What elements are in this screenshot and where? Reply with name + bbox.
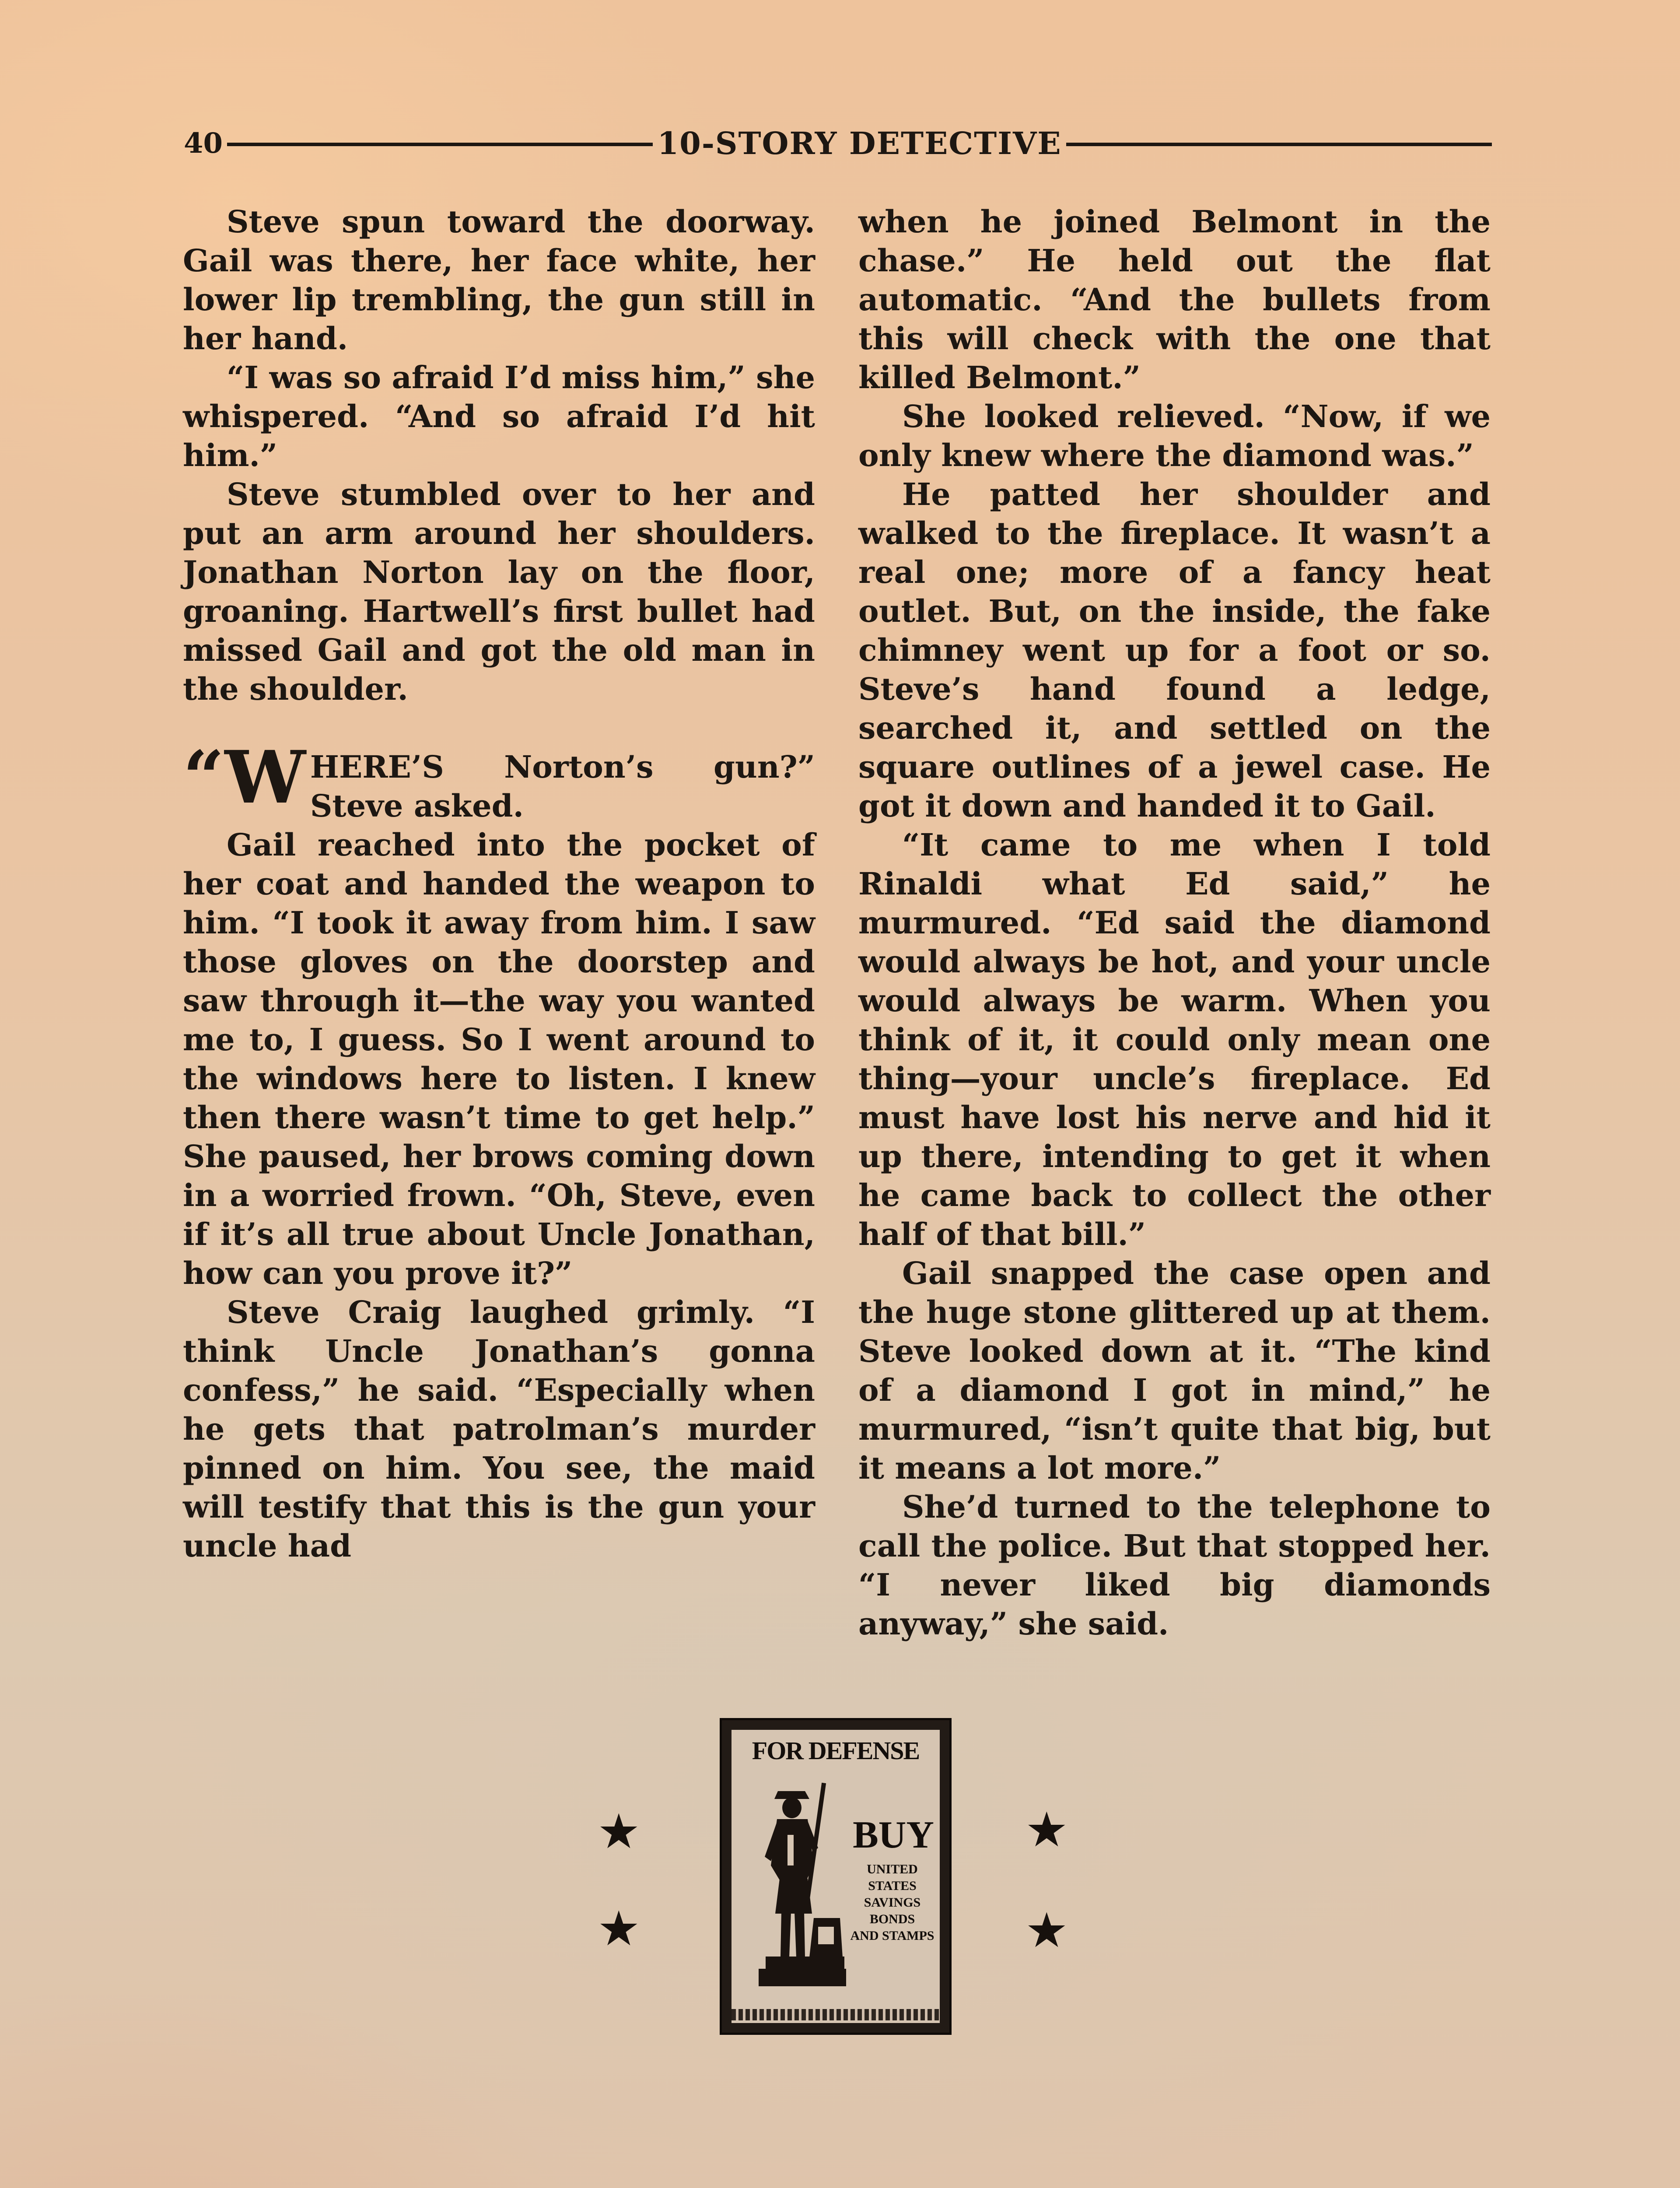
paragraph: He patted her shoulder and walked to the fireplace. It wasn’t a real one; more of a fancy heat outlet. But, on the inside, the fake chimney went up for a foot or so. Steve’s hand found a ledge, searched it, and settled on the square outlines of a jewel case. He got it down and handed it to Gail. xyxy=(858,476,1491,824)
running-title: 10-STORY DETECTIVE xyxy=(657,125,1062,161)
star-icon: ★ xyxy=(597,1803,640,1859)
dropcap-paragraph-text: HERE’S Norton’s gun?” Steve asked. xyxy=(310,749,815,824)
left-column xyxy=(183,202,815,1565)
paragraph: Gail snapped the case open and the huge stone glittered up at them. Steve looked down at it. “The kind of a diamond I got in mind,” he murmured, “isn’t quite that big, but it means a lot more.” xyxy=(858,1255,1491,1486)
ad-line: SAVINGS xyxy=(864,1895,921,1910)
ad-line: BONDS xyxy=(869,1912,915,1926)
ad-line: AND STAMPS xyxy=(850,1929,934,1943)
ad-panel xyxy=(732,1730,940,2023)
ad-footer-band xyxy=(732,2009,940,2020)
running-header xyxy=(184,123,1496,163)
paragraph: Steve stumbled over to her and put an arm around her shoulders. Jonathan Norton lay on the floor, groaning. Hartwell’s first bullet had missed Gail and got the old man in the shoulder. xyxy=(183,476,815,707)
paragraph: Steve spun toward the doorway. Gail was there, her face white, her lower lip trembling, the gun still in her hand. xyxy=(183,203,815,357)
dropcap-paragraph xyxy=(183,735,815,825)
paragraph: She looked relieved. “Now, if we only knew where the diamond was.” xyxy=(858,398,1491,473)
ad-line: STATES xyxy=(868,1879,917,1893)
paragraph: She’d turned to the telephone to call the police. But that stopped her. “I never liked big diamonds anyway,” she said. xyxy=(858,1489,1491,1642)
paragraph: “I was so afraid I’d miss him,” she whispered. “And so afraid I’d hit him.” xyxy=(183,359,815,473)
defense-bond-ad xyxy=(720,1718,952,2035)
paragraph: “It came to me when I told Rinaldi what Ed said,” he murmured. “Ed said the diamond would always be hot, and your uncle would always be warm. When you think of it, it could only mean one thing—your uncle’s fireplace. Ed must have lost his nerve and hid it up there, intending to get it when he came back to collect the other half of that bill.” xyxy=(858,827,1491,1252)
paragraph: Gail reached into the pocket of her coat and handed the weapon to him. “I took it away from him. I saw those gloves on the doorstep and saw through it—the way you wanted me to, I guess. So I went around to the windows here to listen. I knew then there wasn’t time to get help.” She paused, her brows coming down in a worried frown. “Oh, Steve, even if it’s all true about Uncle Jonathan, how can you prove it?” xyxy=(183,827,815,1291)
star-icon: ★ xyxy=(1025,1802,1068,1858)
paragraph: when he joined Belmont in the chase.” He held out the flat automatic. “And the bullets from this will check with the one that killed Belmont.” xyxy=(858,203,1491,396)
drop-cap: “W xyxy=(183,735,304,820)
ad-line: UNITED xyxy=(867,1862,918,1876)
paragraph: Steve Craig laughed grimly. “I think Uncle Jonathan’s gonna confess,” he said. “Especially when he gets that patrolman’s murder pinned on him. You see, the maid will testify that this is the gun your uncle had xyxy=(183,1294,815,1564)
minuteman-statue-icon xyxy=(739,1774,849,2001)
ad-headline: FOR DEFENSE xyxy=(752,1736,920,1765)
page-number: 40 xyxy=(184,126,223,160)
star-icon: ★ xyxy=(1025,1902,1068,1958)
ad-bond-lines xyxy=(843,1861,942,1944)
header-rule-left xyxy=(227,143,653,146)
right-column xyxy=(858,202,1491,1643)
star-icon: ★ xyxy=(597,1900,640,1957)
header-rule-right xyxy=(1066,143,1492,146)
ad-buy-label: BUY xyxy=(853,1814,934,1856)
